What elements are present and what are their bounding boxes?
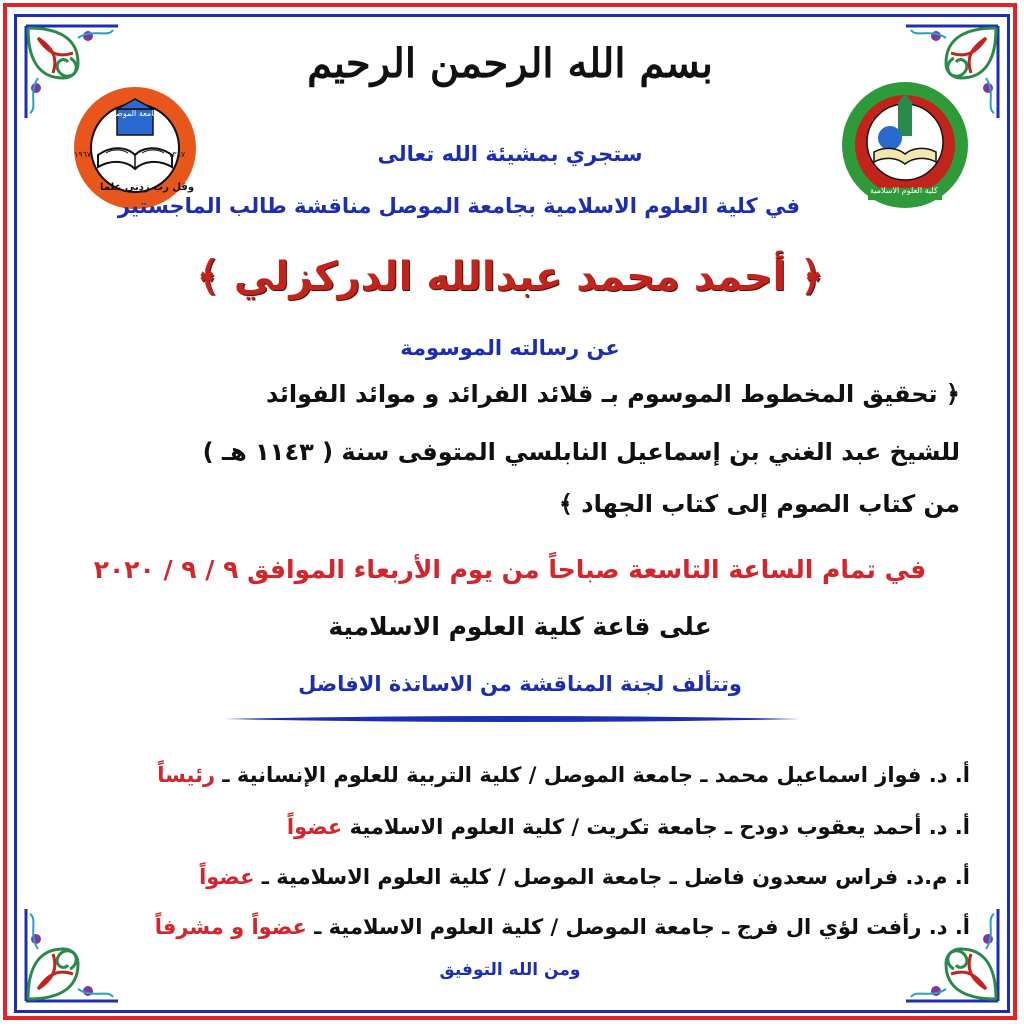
intro-line: ستجري بمشيئة الله تعالى (377, 142, 643, 166)
basmala: بسم الله الرحمن الرحيم (307, 40, 713, 87)
thesis-title-line-2: للشيخ عبد الغني بن إسماعيل النابلسي المتوفى سنة ( ١١٤٣ هـ ) (202, 438, 960, 466)
left-logo-year: ١٣٨٧ (168, 150, 186, 159)
member-text: أ. د. رأفت لؤي ال فرج ـ جامعة الموصل / كلية العلوم الاسلامية ـ (314, 915, 970, 939)
venue-line: على قاعة كلية العلوم الاسلامية (328, 612, 712, 641)
committee-member (80, 815, 970, 839)
closing-line: ومن الله التوفيق (439, 960, 581, 980)
student-name: ﴿ أحمد محمد عبدالله الدركزلي ﴾ (196, 254, 824, 300)
left-logo-label: جامعة الموصل (110, 109, 159, 118)
college-line: في كلية العلوم الاسلامية بجامعة الموصل مناقشة طالب الماجستير (117, 194, 800, 218)
left-logo-year2: ١٩٦٧ (74, 150, 92, 159)
thesis-title-line-3: من كتاب الصوم إلى كتاب الجهاد ﴾ (558, 490, 960, 518)
thesis-intro: عن رسالته الموسومة (400, 336, 620, 360)
member-role: عضواً (286, 815, 343, 839)
member-role: عضواً (199, 865, 255, 889)
left-logo-motto: وقل رب زدني علما (100, 182, 195, 193)
member-text: أ. د. فواز اسماعيل محمد ـ جامعة الموصل / كلية التربية للعلوم الإنسانية ـ (222, 763, 970, 787)
committee-member (80, 865, 970, 889)
member-text: أ. د. أحمد يعقوب دودح ـ جامعة تكريت / كلية العلوم الاسلامية (349, 815, 970, 839)
member-text: أ. م.د. فراس سعدون فاضل ـ جامعة الموصل / كلية العلوم الاسلامية ـ (261, 865, 970, 889)
committee-member (80, 763, 970, 787)
member-role: رئيساً (157, 763, 216, 787)
date-time-line: في تمام الساعة التاسعة صباحاً من يوم الأربعاء الموافق ٩ / ٩ / ٢٠٢٠ (93, 555, 927, 584)
committee-member (80, 915, 970, 939)
committee-intro: وتتألف لجنة المناقشة من الاساتذة الافاضل (298, 672, 742, 696)
right-logo-label: كلية العلوم الاسلامية (870, 186, 938, 195)
thesis-title-line-1: ﴿ تحقيق المخطوط الموسوم بـ قلائد الفرائد و موائد الفوائد (265, 380, 960, 408)
divider (225, 715, 800, 723)
member-role: عضواً و مشرفاً (154, 915, 307, 939)
